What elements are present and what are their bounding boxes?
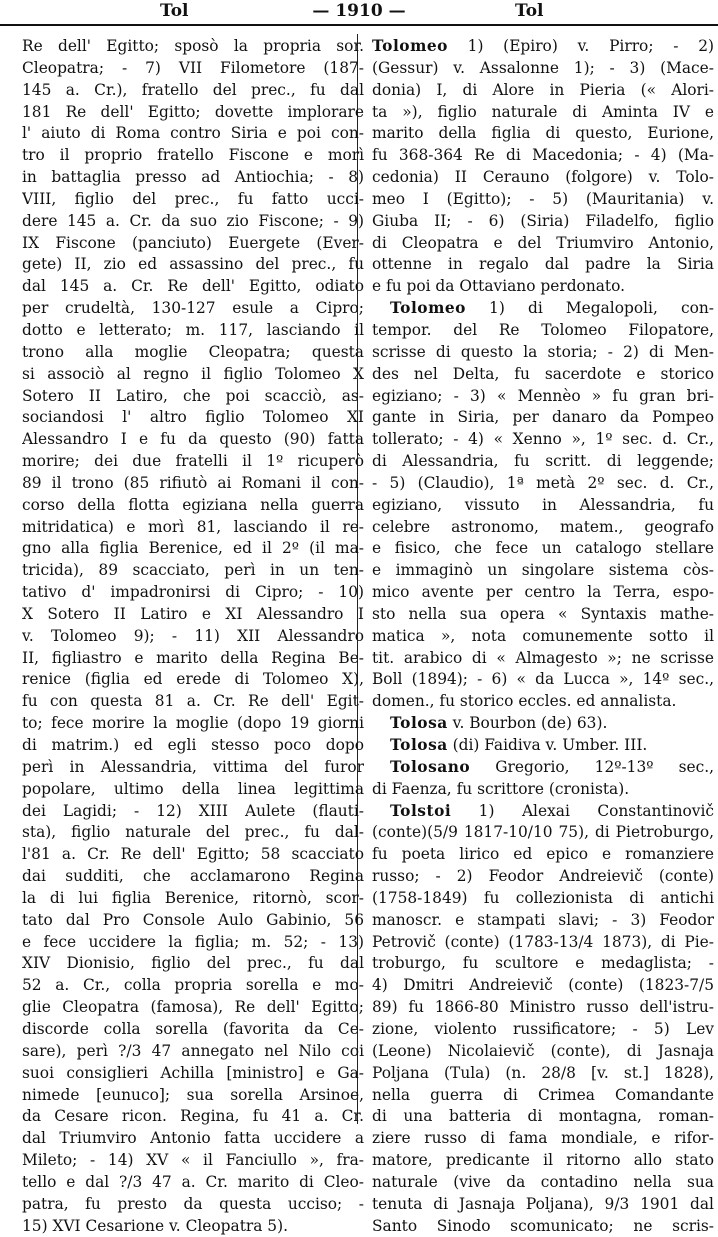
text-line: domen., fu storico eccles. ed annalista. <box>372 692 677 711</box>
text-line: di Faenza, fu scrittore (cronista). <box>372 779 630 798</box>
text-line: tello e dal ?/3 47 a. Cr. marito di Cleo- <box>22 1172 364 1191</box>
text-line: II, figliastro e marito della Regina Be- <box>22 648 364 667</box>
text-line: egiziano; - 3) « Mennèo » fu gran bri- <box>372 386 714 405</box>
text-line: (Gessur) v. Assalonne 1); - 3) (Mace- <box>372 58 714 77</box>
text-line: tativo d' impadronirsi di Cipro; - 10) <box>22 583 364 602</box>
text-line: morire; dei due fratelli il 1º ricuperò <box>22 452 364 471</box>
text-line: troburgo, fu scultore e medaglista; - <box>372 954 714 973</box>
text-line: in battaglia presso ad Antiochia; - 8) <box>22 168 364 187</box>
text-line: la di lui figlia Berenice, ritornò, scor- <box>22 888 364 907</box>
headword: Tolosa <box>390 736 448 754</box>
text-line: sociandosi l' altro figlio Tolomeo XI <box>22 408 364 427</box>
text-line: dotto e letterato; m. 117, lasciando il <box>22 320 364 339</box>
text-line: IX Fiscone (panciuto) Euergete (Ever- <box>22 233 364 252</box>
text-line: matore, predicante il ritorno allo stato <box>372 1151 714 1170</box>
headword: Tolstoi <box>390 801 452 820</box>
text-line: celebre astronomo, matem., geografo <box>372 517 714 536</box>
text-line: nella guerra di Crimea Comandante <box>372 1085 714 1104</box>
text-line: perì in Alessandria, vittima del furor <box>22 757 364 776</box>
headword: Tolosa <box>390 714 448 733</box>
text-line: patra, fu presto da questa ucciso; - <box>22 1194 364 1213</box>
text-line: ottenne in regalo dal padre la Siria <box>372 255 714 274</box>
text-line: si associò al regno il figlio Tolomeo X <box>22 364 364 383</box>
text-line: dai sudditi, che acclamarono Regina <box>22 867 364 886</box>
left-column <box>22 36 364 1237</box>
text-line: per crudeltà, 130-127 esule a Cipro; <box>22 299 364 318</box>
text-line: 52 a. Cr., colla propria sorella e mo- <box>22 976 364 995</box>
text-line: zione, violento russificatore; - 5) Lev <box>372 1019 714 1038</box>
text-line: XIV Dionisio, figlio del prec., fu dal <box>22 954 364 973</box>
text-line: dere 145 a. Cr. da suo zio Fiscone; - 9) <box>22 211 364 230</box>
text-line: trono alla moglie Cleopatra; questa <box>22 342 364 361</box>
text-line: corso della flotta egiziana nella guerra <box>22 495 364 514</box>
text-line: sto nella sua opera « Syntaxis mathe- <box>372 604 714 623</box>
header-right-guide-word: Tol <box>515 1 544 21</box>
text-line: e fece uccidere la figlia; m. 52; - 13) <box>22 932 364 951</box>
text-line: di Cleopatra e del Triumviro Antonio, <box>372 233 714 252</box>
text-line: di una batteria di montagna, roman- <box>372 1107 714 1126</box>
text-line: e immaginò un singolare sistema còs- <box>372 561 714 580</box>
text-line: fu 368-364 Re di Macedonia; - 4) (Ma- <box>372 146 714 165</box>
text-line: tro il proprio fratello Fiscone e morì <box>22 146 364 165</box>
text-line: 15) XVI Cesarione v. Cleopatra 5). <box>22 1216 288 1235</box>
text-line: glie Cleopatra (famosa), Re dell' Egitto; <box>22 998 364 1017</box>
header-left-guide-word: Tol <box>160 1 189 21</box>
text-line: l'81 a. Cr. Re dell' Egitto; 58 scacciato <box>22 845 364 864</box>
text-line: marito della figlia di questo, Eurione, <box>372 124 714 143</box>
text-line: e fisico, che fece un catalogo stellare <box>372 539 714 558</box>
entry-start-line: Tolosa (di) Faidiva v. Umber. III. <box>390 736 648 754</box>
text-line: nimede [eunuco]; sua sorella Arsinoe, <box>22 1085 364 1104</box>
text-line: X Sotero II Latiro e XI Alessandro I <box>22 604 364 623</box>
text-line: tollerato; - 4) « Xenno », 1º sec. d. Cr., <box>372 430 714 449</box>
text-line: Giuba II; - 6) (Siria) Filadelfo, figlio <box>372 211 714 230</box>
text-line: e fu poi da Ottaviano perdonato. <box>372 277 625 296</box>
text-line: v. Tolomeo 9); - 11) XII Alessandro <box>22 626 364 645</box>
text-line: 89) fu 1866-80 Ministro russo dell'istru- <box>372 998 714 1017</box>
text-line: dal 145 a. Cr. Re dell' Egitto, odiato <box>22 277 364 296</box>
text-line: sare), perì ?/3 47 annegato nel Nilo coi <box>22 1041 364 1060</box>
text-line: tenuta di Jasnaja Poljana), 9/3 1901 dal <box>372 1194 714 1213</box>
running-header <box>0 0 718 26</box>
text-line: Santo Sinodo scomunicato; ne scris- <box>372 1216 714 1235</box>
text-line: to; fece morire la moglie (dopo 19 giorni <box>22 714 364 733</box>
text-line: meo I (Egitto); - 5) (Mauritania) v. <box>372 189 714 208</box>
text-line: 4) Dmitri Andreievič (conte) (1823-7/5 <box>372 976 714 995</box>
headword: Tolomeo <box>390 299 466 318</box>
text-line: (conte)(5/9 1817-10/10 75), di Pietroburgo, <box>372 823 714 842</box>
text-line: renice (figlia ed erede di Tolomeo X), <box>22 670 364 689</box>
text-line: Alessandro I e fu da questo (90) fatta <box>22 430 364 449</box>
text-line: tempor. del Re Tolomeo Filopatore, <box>372 320 714 339</box>
text-line: russo; - 2) Feodor Andreievič (conte) <box>372 867 714 886</box>
text-line: da Cesare ricon. Regina, fu 41 a. Cr. <box>22 1107 364 1126</box>
text-line: fu poeta lirico ed epico e romanziere <box>372 845 714 864</box>
text-line: - 5) (Claudio), 1ª metà 2º sec. d. Cr., <box>372 473 714 492</box>
text-line: 181 Re dell' Egitto; dovette implorare <box>22 102 364 121</box>
text-line: cedonia) II Cerauno (folgore) v. Tolo- <box>372 168 714 187</box>
text-line: gante in Siria, per danaro da Pompeo <box>372 408 714 427</box>
text-line: manoscr. e stampati slavi; - 3) Feodor <box>372 910 714 929</box>
text-line: discorde colla sorella (favorita da Ce- <box>22 1019 364 1038</box>
text-line: Boll (1894); - 6) « da Lucca », 14º sec., <box>372 670 714 689</box>
text-line: tato dal Pro Console Aulo Gabinio, 56 <box>22 910 364 929</box>
right-column <box>372 36 714 1237</box>
text-line: Re dell' Egitto; sposò la propria sor. <box>22 37 364 55</box>
text-line: (Leone) Nicolaievič (conte), di Jasnaja <box>372 1041 714 1060</box>
text-line: sta), figlio naturale del prec., fu dal- <box>22 823 364 842</box>
text-line: tit. arabico di « Almagesto »; ne scrisse <box>372 648 714 667</box>
text-line: ta »), figlio naturale di Aminta IV e <box>372 102 714 121</box>
text-line: mico avente per centro la Terra, espo- <box>372 583 714 602</box>
text-line: Poljana (Tula) (n. 28/8 [v. st.] 1828), <box>372 1063 714 1082</box>
text-line: Sotero II Latiro, che poi scacciò, as- <box>22 386 364 405</box>
text-line: 145 a. Cr.), fratello del prec., fu dal <box>22 80 364 99</box>
text-line: Cleopatra; - 7) VII Filometore (187- <box>22 58 364 77</box>
text-line: l' aiuto di Roma contro Siria e poi con- <box>22 124 364 143</box>
text-line: ziere russo di fama mondiale, e rifor- <box>372 1129 714 1148</box>
text-line: VIII, figlio del prec., fu fatto ucci- <box>22 189 364 208</box>
text-line: popolare, ultimo della linea legittima <box>22 779 364 798</box>
entry-start-line: Tolstoi 1) Alexai Constantinovič <box>390 801 714 820</box>
text-line: matica », nota comunemente sotto il <box>372 626 714 645</box>
page-number: — 1910 — <box>312 1 406 21</box>
entry-start-line: Tolosa v. Bourbon (de) 63). <box>390 714 608 733</box>
text-line: (1758-1849) fu collezionista di antichi <box>372 888 714 907</box>
text-line: tricida), 89 scacciato, perì in un ten- <box>22 561 364 580</box>
text-line: Petrovič (conte) (1783-13/4 1873), di Pie- <box>372 932 714 951</box>
text-line: suoi consiglieri Achilla [ministro] e Ga- <box>22 1063 364 1082</box>
text-line: 89 il trono (85 rifiutò ai Romani il con- <box>22 473 364 492</box>
text-line: di matrim.) ed egli stesso poco dopo <box>22 736 364 754</box>
entry-start-line: Tolosano Gregorio, 12º-13º sec., <box>390 757 714 776</box>
text-line: di Alessandria, fu scritt. di leggende; <box>372 452 714 471</box>
entry-start-line: Tolomeo 1) di Megalopoli, con- <box>390 299 714 318</box>
headword: Tolosano <box>390 757 471 776</box>
text-line: fu con questa 81 a. Cr. Re dell' Egit- <box>22 692 364 711</box>
text-line: scrisse di questo la storia; - 2) di Men- <box>372 342 714 361</box>
text-line: mitridatica) e morì 81, lasciando il re- <box>22 517 364 536</box>
text-line: dal Triumviro Antonio fatta uccidere a <box>22 1129 364 1148</box>
text-line: dei Lagidi; - 12) XIII Aulete (flauti- <box>22 801 364 820</box>
text-line: naturale (vive da contadino nella sua <box>372 1172 714 1191</box>
text-line: Mileto; - 14) XV « il Fanciullo », fra- <box>22 1151 364 1170</box>
text-line: gno alla figlia Berenice, ed il 2º (il ma- <box>22 539 364 558</box>
entry-start-line: Tolomeo 1) (Epiro) v. Pirro; - 2) <box>372 37 714 55</box>
text-line: egiziano, vissuto in Alessandria, fu <box>372 495 714 514</box>
text-line: des nel Delta, fu sacerdote e storico <box>372 364 714 383</box>
text-line: donia) I, di Alore in Pieria (« Alori- <box>372 80 714 99</box>
text-line: gete) II, zio ed assassino del prec., fu <box>22 255 364 274</box>
headword: Tolomeo <box>372 37 448 55</box>
